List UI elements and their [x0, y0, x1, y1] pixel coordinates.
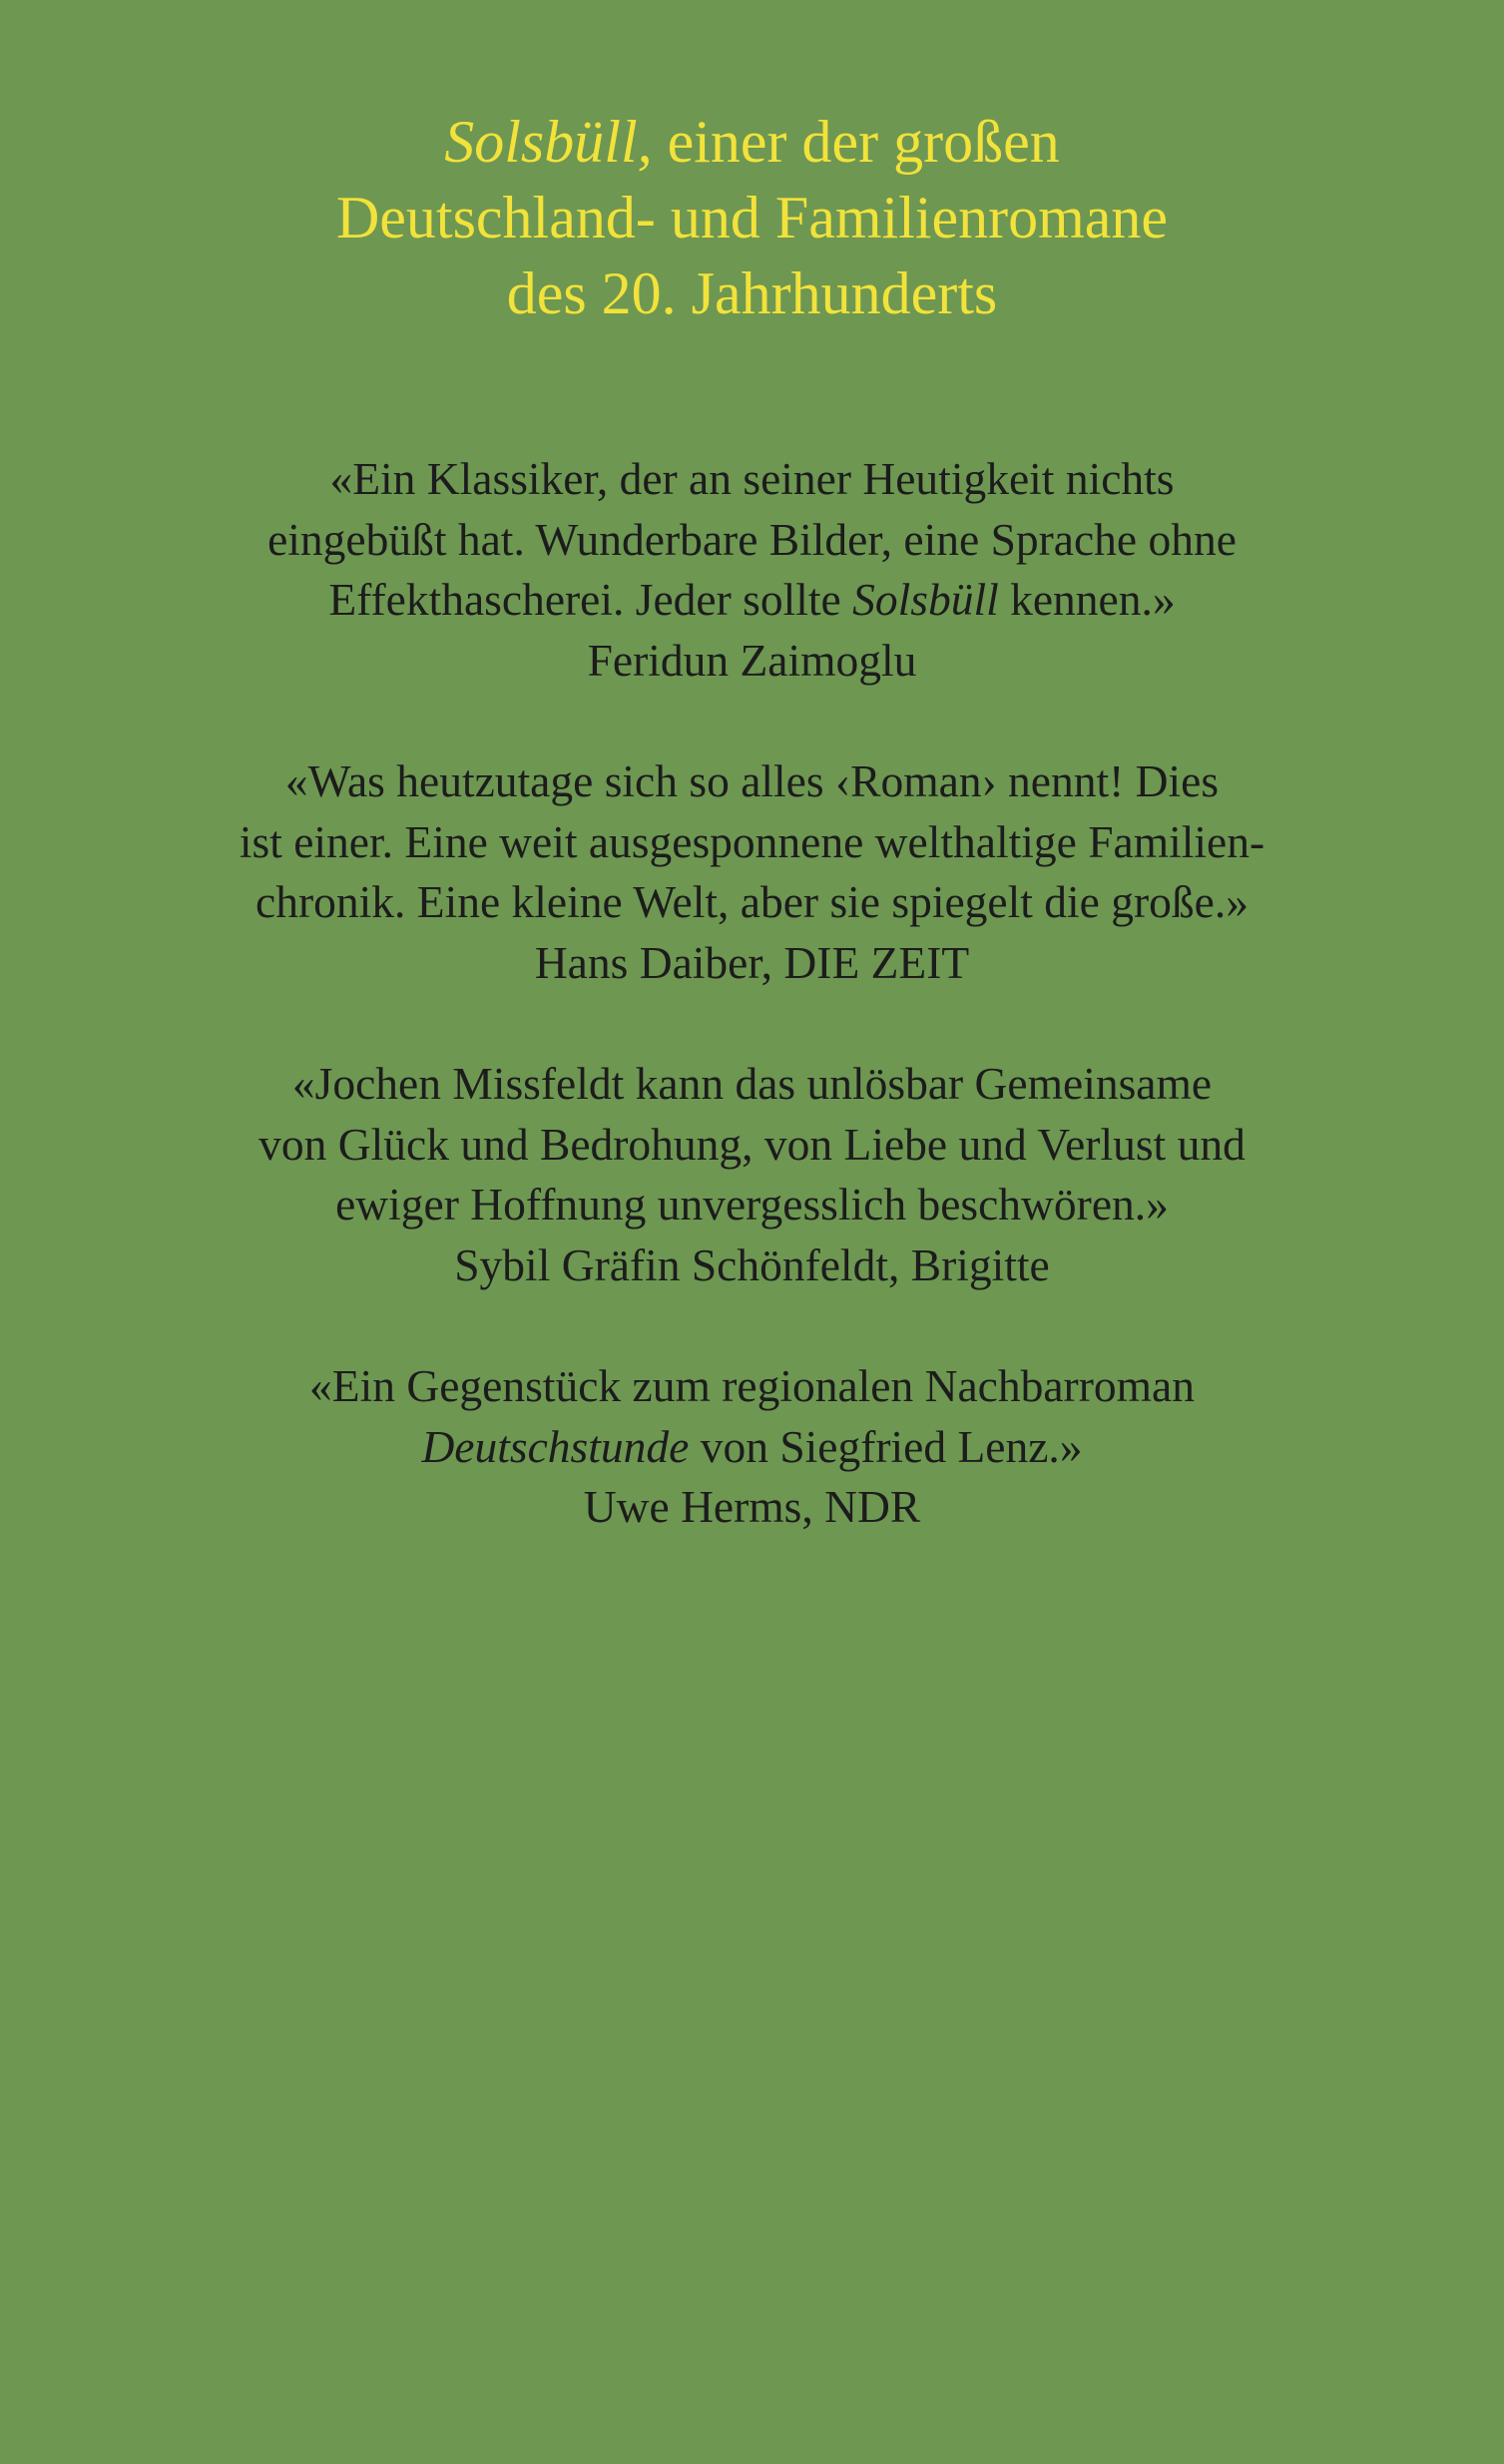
- review-quote-2: [0, 751, 1504, 993]
- book-title: Solsbüll,: [444, 109, 653, 175]
- quote-text: kennen.»: [998, 574, 1176, 625]
- quote-text: von Siegfried Lenz.»: [689, 1420, 1083, 1472]
- quote-line: ist einer. Eine weit ausgesponnene welthaltige Familien-: [239, 815, 1265, 867]
- quote-line: [0, 1417, 1504, 1478]
- quote-line: eingebüßt hat. Wunderbare Bilder, eine Sprache ohne: [267, 513, 1237, 565]
- headline-line-3: des 20. Jahrhunderts: [506, 260, 998, 326]
- review-quote-1: [0, 449, 1504, 691]
- quote-line: «Ein Gegenstück zum regionalen Nachbarroman: [309, 1360, 1195, 1411]
- quote-line: «Jochen Missfeldt kann das unlösbar Gemeinsame: [291, 1058, 1213, 1109]
- quote-attribution: Feridun Zaimoglu: [587, 634, 917, 686]
- review-quote-4: [0, 1356, 1504, 1538]
- book-title-italic: Deutschstunde: [421, 1420, 690, 1472]
- quote-text: Effekthascherei. Jeder sollte: [328, 574, 853, 625]
- review-quotes: [0, 449, 1504, 1599]
- quote-line: [0, 570, 1504, 631]
- quote-line: «Was heutzutage sich so alles ‹Roman› nennt! Dies: [284, 755, 1220, 806]
- quote-attribution: Hans Daiber, DIE ZEIT: [534, 936, 970, 988]
- book-title-italic: Solsbüll: [852, 574, 999, 625]
- quote-attribution: Sybil Gräfin Schönfeldt, Brigitte: [454, 1238, 1050, 1290]
- quote-attribution: Uwe Herms, NDR: [583, 1481, 921, 1532]
- headline: [0, 104, 1504, 331]
- quote-line: «Ein Klassiker, der an seiner Heutigkeit nichts: [329, 453, 1175, 504]
- quote-line: ewiger Hoffnung unvergesslich beschwören.»: [335, 1179, 1169, 1230]
- quote-line: von Glück und Bedrohung, von Liebe und Verlust und: [258, 1118, 1246, 1170]
- headline-line-2: Deutschland- und Familienromane: [335, 185, 1169, 250]
- headline-line-1: [0, 104, 1504, 180]
- review-quote-3: [0, 1054, 1504, 1295]
- quote-line: chronik. Eine kleine Welt, aber sie spiegelt die große.»: [255, 876, 1249, 927]
- headline-line-1-rest: einer der großen: [652, 109, 1060, 175]
